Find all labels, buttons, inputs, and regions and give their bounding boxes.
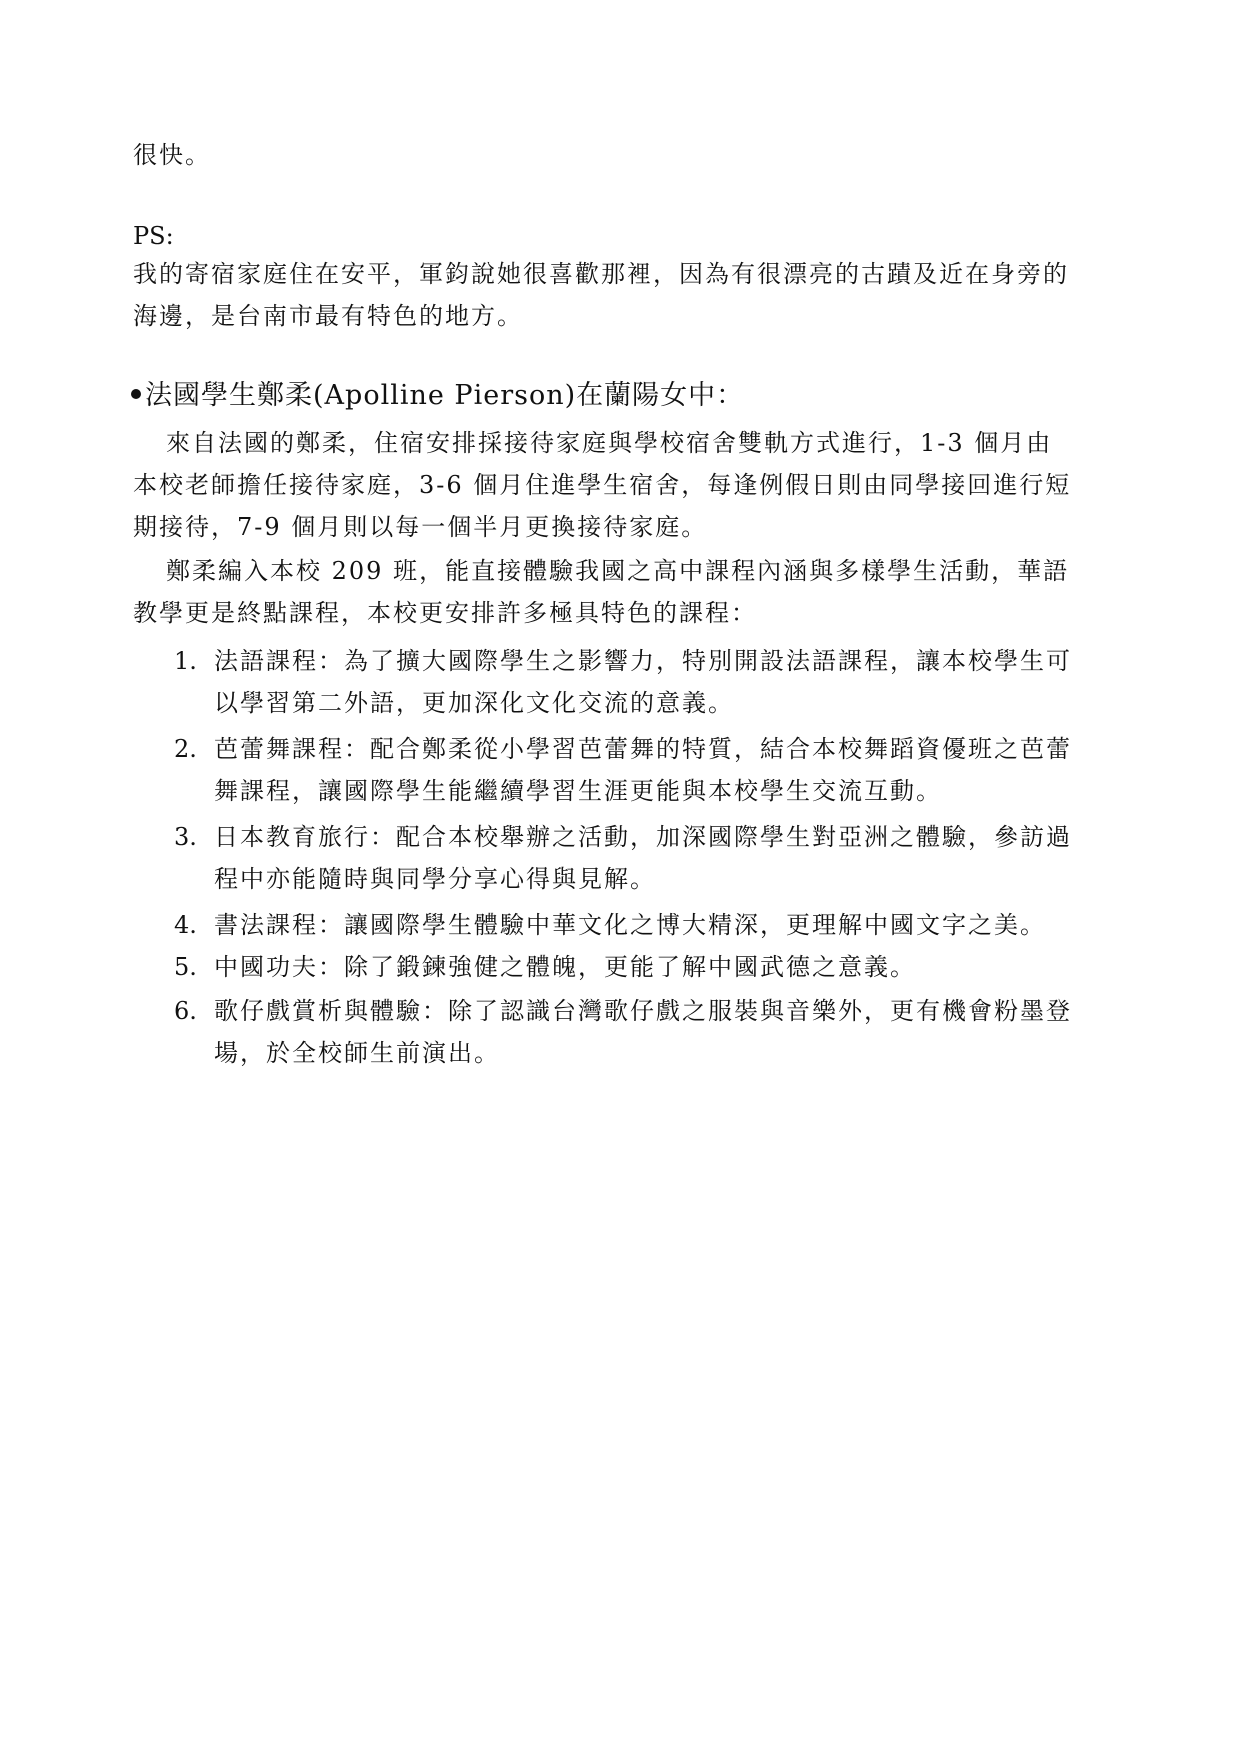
ps-line: 海邊，是台南市最有特色的地方。 [133,302,523,330]
paragraph-line: 本校老師擔任接待家庭，3-6 個月住進學生宿舍，每逢例假日則由同學接回進行短 [133,471,1072,499]
paragraph-line: 教學更是終點課程，本校更安排許多極具特色的課程： [133,599,757,627]
list-item-number: 4. [174,911,197,939]
ps-label: PS: [133,222,174,250]
list-item-number: 3. [174,823,197,851]
list-item-line: 書法課程：讓國際學生體驗中華文化之博大精深，更理解中國文字之美。 [214,911,1046,939]
list-item-number: 5. [174,953,197,981]
paragraph-line: 鄭柔編入本校 209 班，能直接體驗我國之高中課程內涵與多樣學生活動，華語 [166,557,1070,585]
list-item-number: 2. [174,735,197,763]
list-item-line: 法語課程：為了擴大國際學生之影響力，特別開設法語課程，讓本校學生可 [214,647,1072,675]
list-item-number: 6. [174,997,197,1025]
section-heading [131,380,744,412]
list-item-line: 場，於全校師生前演出。 [214,1039,500,1067]
list-item-line: 芭蕾舞課程：配合鄭柔從小學習芭蕾舞的特質，結合本校舞蹈資優班之芭蕾 [214,735,1072,763]
bullet-icon [131,389,141,399]
paragraph-line: 來自法國的鄭柔，住宿安排採接待家庭與學校宿舍雙軌方式進行，1-3 個月由 [166,429,1053,457]
list-item-number: 1. [174,647,197,675]
list-item-line: 以學習第二外語，更加深化文化交流的意義。 [214,689,734,717]
list-item-line: 中國功夫：除了鍛鍊強健之體魄，更能了解中國武德之意義。 [214,953,916,981]
list-item-line: 歌仔戲賞析與體驗：除了認識台灣歌仔戲之服裝與音樂外，更有機會粉墨登 [214,997,1072,1025]
paragraph-line: 期接待，7-9 個月則以每一個半月更換接待家庭。 [133,513,708,541]
list-item-line: 日本教育旅行：配合本校舉辦之活動，加深國際學生對亞洲之體驗，參訪過 [214,823,1072,851]
list-item-line: 程中亦能隨時與同學分享心得與見解。 [214,865,656,893]
continuation-text: 很快。 [133,141,211,169]
ps-line: 我的寄宿家庭住在安平，軍鈞說她很喜歡那裡，因為有很漂亮的古蹟及近在身旁的 [133,260,1069,288]
section-heading-text: 法國學生鄭柔(Apolline Pierson)在蘭陽女中： [145,380,745,411]
list-item-line: 舞課程，讓國際學生能繼續學習生涯更能與本校學生交流互動。 [214,777,942,805]
